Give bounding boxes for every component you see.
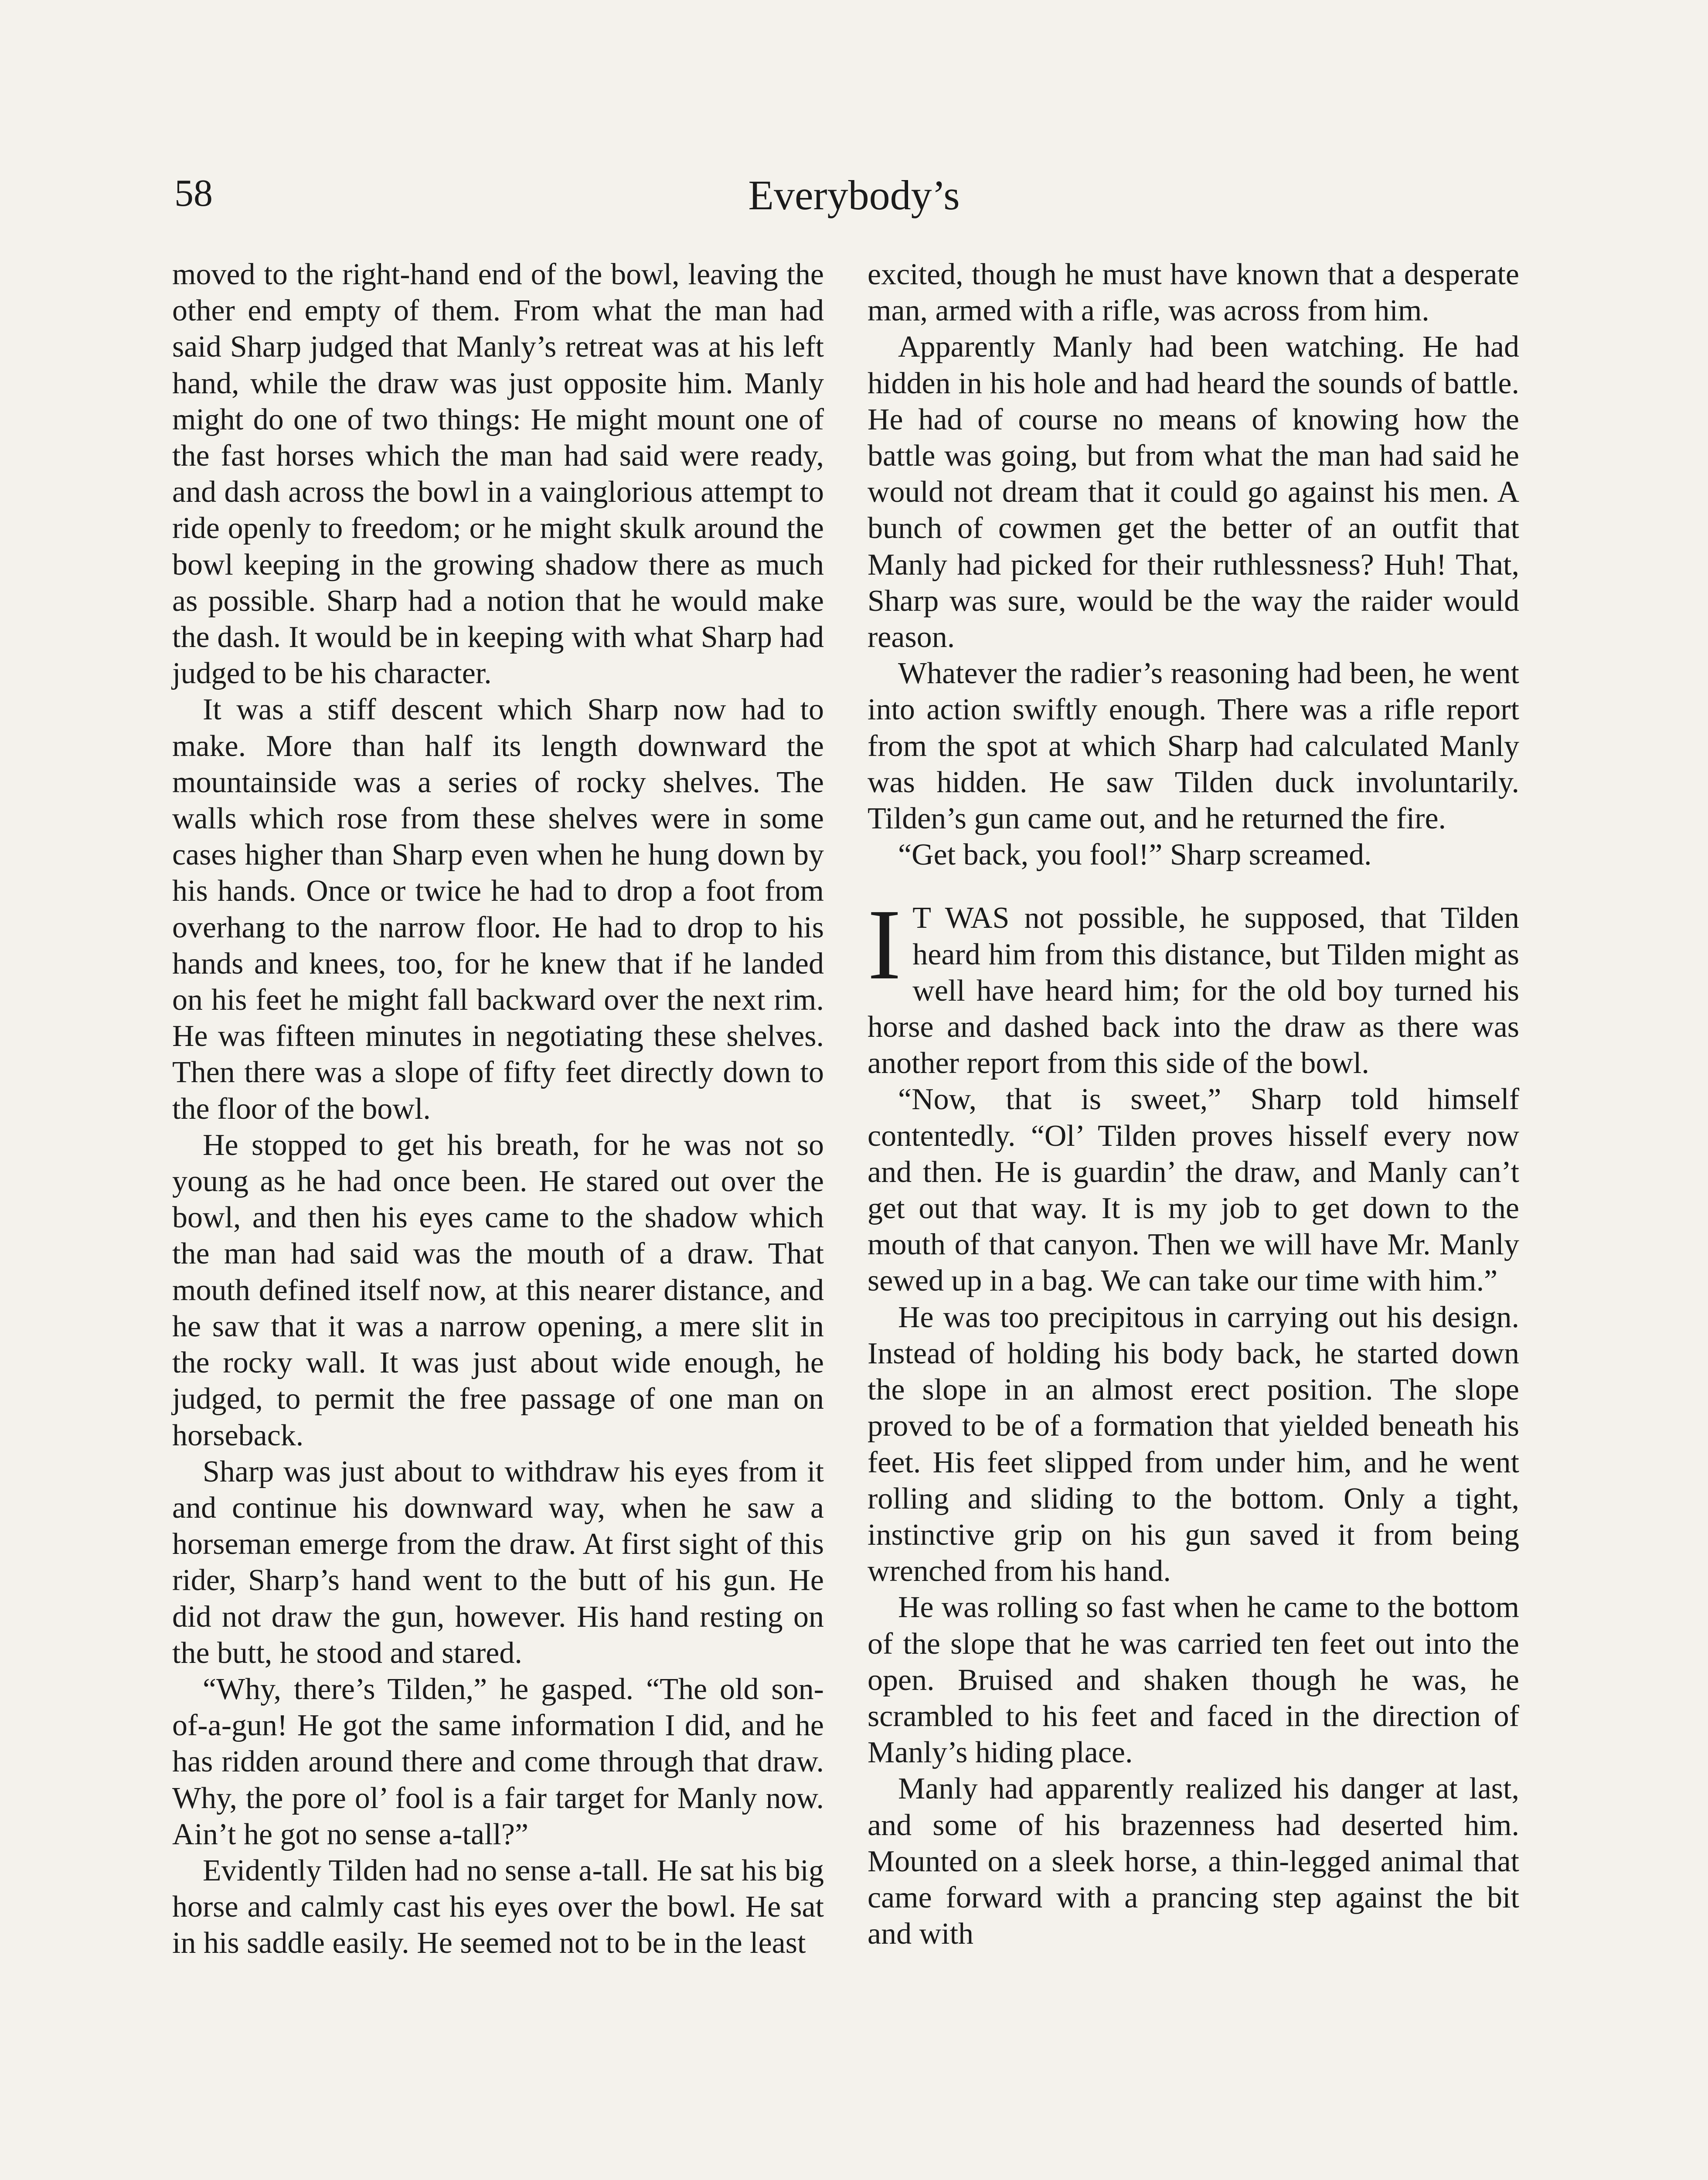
- paragraph: Apparently Manly had been watching. He had hidden in his hole and had heard the sounds of battle. He had of course no means of knowing how the battle was going, but from what the man had said he would not dream that it could go against his men. A bunch of cowmen get the better of an outfit that Manly had picked for their ruthlessness? Huh! That, Sharp was sure, would be the way the raider would reason.: [868, 330, 1519, 654]
- paragraph: moved to the right-hand end of the bowl, leaving the other end empty of them. From what the man had said Sharp judged that Manly’s retreat was at his left hand, while the draw was just opposite him. Manly might do one of two things: He might mount one of the fast horses which the man had said were ready, and dash across the bowl in a vainglorious attempt to ride openly to freedom; or he might skulk around the bowl keeping in the growing shadow there as much as possible. Sharp had a notion that he would make the dash. It would be in keeping with what Sharp had judged to be his character.: [172, 258, 824, 691]
- paragraph: Evidently Tilden had no sense a-tall. He sat his big horse and calmly cast his eyes over the bowl. He sat in his saddle easily. He seemed not to be in the least: [172, 1853, 824, 1960]
- paragraph: “Why, there’s Tilden,” he gasped. “The old son-of-a-gun! He got the same information I did, and he has ridden around there and come through that draw. Why, the pore ol’ fool is a fair target for Manly now. Ain’t he got no sense a-tall?”: [172, 1672, 824, 1851]
- paragraph: Sharp was just about to withdraw his eyes from it and continue his downward way, when he saw a horseman emerge from the draw. At first sight of this rider, Sharp’s hand went to the butt of his gun. He did not draw the gun, however. His hand resting on the butt, he stood and stared.: [172, 1454, 824, 1670]
- magazine-title: Everybody’s: [748, 172, 960, 218]
- paragraph: He stopped to get his breath, for he was not so young as he had once been. He stared out over the bowl, and then his eyes came to the shadow which the man had said was the mouth of a draw. That mouth defined itself now, at this nearer distance, and he saw that it was a narrow opening, a mere slit in the rocky wall. It was just about wide enough, he judged, to permit the free passage of one man on horseback.: [172, 1128, 824, 1452]
- paragraph: excited, though he must have known that a desperate man, armed with a rifle, was across from him.: [868, 258, 1519, 328]
- paragraph: Manly had apparently realized his danger at last, and some of his brazenness had deserted him. Mounted on a sleek horse, a thin-legged animal that came forward with a prancing step against the bit and with: [868, 1772, 1519, 1951]
- paragraph: He was too precipitous in carrying out his design. Instead of holding his body back, he started down the slope in an almost erect position. The slope proved to be of a formation that yielded beneath his feet. His feet slipped from under him, and he went rolling and sliding to the bottom. Only a tight, instinctive grip on his gun saved it from being wrenched from his hand.: [868, 1300, 1519, 1588]
- drop-cap-letter: I: [868, 889, 902, 1001]
- paragraph: Whatever the radier’s reasoning had been, he went into action swiftly enough. There was a rifle report from the spot at which Sharp had calculated Manly was hidden. He saw Tilden duck involuntarily. Tilden’s gun came out, and he returned the fire.: [868, 657, 1519, 836]
- paragraph: He was rolling so fast when he came to the bottom of the slope that he was carried ten feet out into the open. Bruised and shaken though he was, he scrambled to his feet and faced in the direction of Manly’s hiding place.: [868, 1591, 1519, 1770]
- drop-cap-paragraph: [868, 889, 1519, 1081]
- left-column: [172, 256, 824, 1962]
- right-column: [868, 256, 1519, 1952]
- drop-cap-text: T WAS not possible, he supposed, that Tilden heard him from this distance, but Tilden might as well have heard him; for the old boy turned his horse and dashed back into the draw as there was another report from this side of the bowl.: [868, 901, 1519, 1080]
- page-number: 58: [174, 172, 213, 215]
- paragraph: It was a stiff descent which Sharp now had to make. More than half its length downward the mountainside was a series of rocky shelves. The walls which rose from these shelves were in some cases higher than Sharp even when he hung down by his hands. Once or twice he had to drop a foot from overhang to the narrow floor. He had to drop to his hands and knees, too, for he knew that if he landed on his feet he might fall backward over the next rim. He was fifteen minutes in negotiating these shelves. Then there was a slope of fifty feet directly down to the floor of the bowl.: [172, 693, 824, 1126]
- paragraph: “Now, that is sweet,” Sharp told himself contentedly. “Ol’ Tilden proves hisself every now and then. He is guardin’ the draw, and Manly can’t get out that way. It is my job to get down to the mouth of that canyon. Then we will have Mr. Manly sewed up in a bag. We can take our time with him.”: [868, 1083, 1519, 1298]
- paragraph: “Get back, you fool!” Sharp screamed.: [898, 838, 1372, 872]
